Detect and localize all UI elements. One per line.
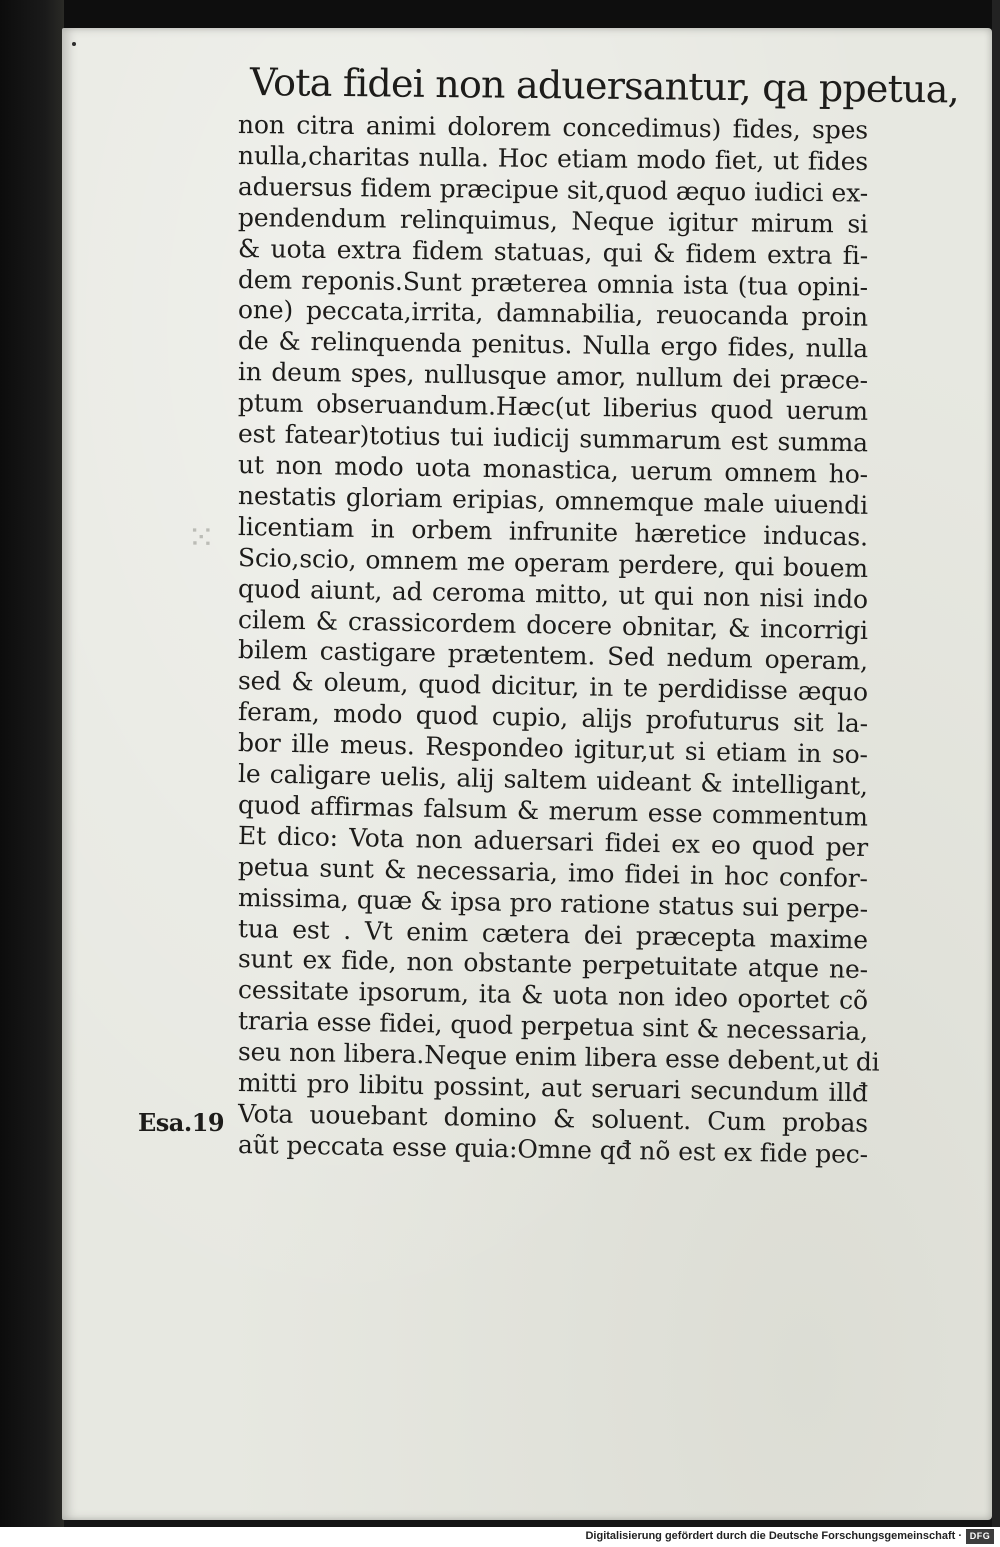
text-line: traria esse fidei, quod perpetua sint & necessaria, [237, 1006, 869, 1047]
paper-stain-mark: ⁙ [187, 518, 216, 558]
text-line: Scio,scio, omnem me operam perdere, qui bouem [237, 542, 869, 583]
text-line: mitti pro libitu possint, aut seruari secundum illđ [237, 1068, 869, 1108]
funding-credit: Digitalisierung gefördert durch die Deutsche Forschungsgemeinschaft · [585, 1530, 962, 1542]
running-head: Vota fidei non aduersantur, qa ppetua, [249, 60, 960, 112]
text-line: dem reponis.Sunt præterea omnia ista (tua opini- [237, 264, 869, 302]
text-line: one) peccata,irrita, damnabilia, reuocanda proin [237, 295, 869, 333]
text-line: est fatear)totius tui iudicij summarum est summa [237, 419, 869, 458]
text-line: quod aiunt, ad ceroma mitto, ut qui non nisi indo [237, 573, 869, 614]
text-line: non citra animi dolorem concedimus) fides, spes [237, 110, 869, 145]
text-line: ptum obseruandum.Hæc(ut liberius quod uerum [237, 388, 869, 426]
text-line: & uota extra fidem statuas, qui & fidem extra fi- [237, 233, 869, 270]
text-line: missima, quæ & ipsa pro ratione status sui perpe- [237, 882, 869, 924]
text-line: ut non modo uota monastica, uerum omnem ho- [237, 449, 869, 489]
scan-right-border [992, 0, 1000, 1527]
text-line: nulla,charitas nulla. Hoc etiam modo fiet, ut fides [237, 140, 869, 176]
text-line: in deum spes, nullusque amor, nullum dei præce- [237, 357, 869, 396]
text-line: quod affirmas falsum & merum esse commentum [237, 789, 869, 832]
scan-top-border [0, 0, 1000, 30]
text-line: aduersus fidem præcipue sit,quod æquo iudici ex- [237, 171, 869, 208]
text-line: sunt ex fide, non obstante perpetuitate atque ne- [237, 944, 869, 985]
text-line: pendendum relinquimus, Neque igitur mirum si [237, 202, 869, 239]
text-line: cilem & crassicordem docere obnitar, & incorrigi [237, 604, 869, 645]
text-column [237, 58, 960, 1169]
text-line: cessitate ipsorum, ita & uota non ideo oportet cõ [237, 975, 869, 1016]
scan-left-border [0, 0, 64, 1527]
dfg-logo: DFG [966, 1529, 994, 1544]
text-line: licentiam in orbem infrunite hæretice inducas. [237, 511, 869, 552]
text-line: Et dico: Vota non aduersari fidei ex eo quod per [237, 820, 869, 862]
text-line: seu non libera.Neque enim libera esse debent,ut di [237, 1037, 880, 1077]
text-line: sed & oleum, quod dicitur, in te perdidisse æquo [237, 666, 869, 707]
text-line: le caligare uelis, alij saltem uideant & intelligant, [237, 759, 869, 801]
text-line: nestatis gloriam eripias, omnemque male uiuendi [237, 480, 869, 520]
text-line: de & relinquenda penitus. Nulla ergo fides, nulla [237, 326, 869, 364]
margin-note: Esa.19 [138, 1108, 225, 1137]
text-line: Vota uouebant domino & soluent. Cum probas [237, 1099, 869, 1138]
paper-speck [72, 42, 76, 46]
text-line: petua sunt & necessaria, imo fidei in hoc confor- [237, 851, 869, 893]
text-line: bilem castigare prætentem. Sed nedum operam, [237, 635, 869, 676]
text-line: tua est . Vt enim cætera dei præcepta maxime [237, 913, 869, 955]
text-line: feram, modo quod cupio, alijs profuturus sit la- [237, 697, 869, 739]
text-line: bor ille meus. Respondeo igitur,ut si etiam in so- [237, 728, 869, 770]
text-lines [237, 110, 898, 1169]
funding-footer [0, 1527, 1000, 1547]
text-line: aũt peccata esse quia:Omne qđ nõ est ex fide pec- [237, 1129, 869, 1169]
